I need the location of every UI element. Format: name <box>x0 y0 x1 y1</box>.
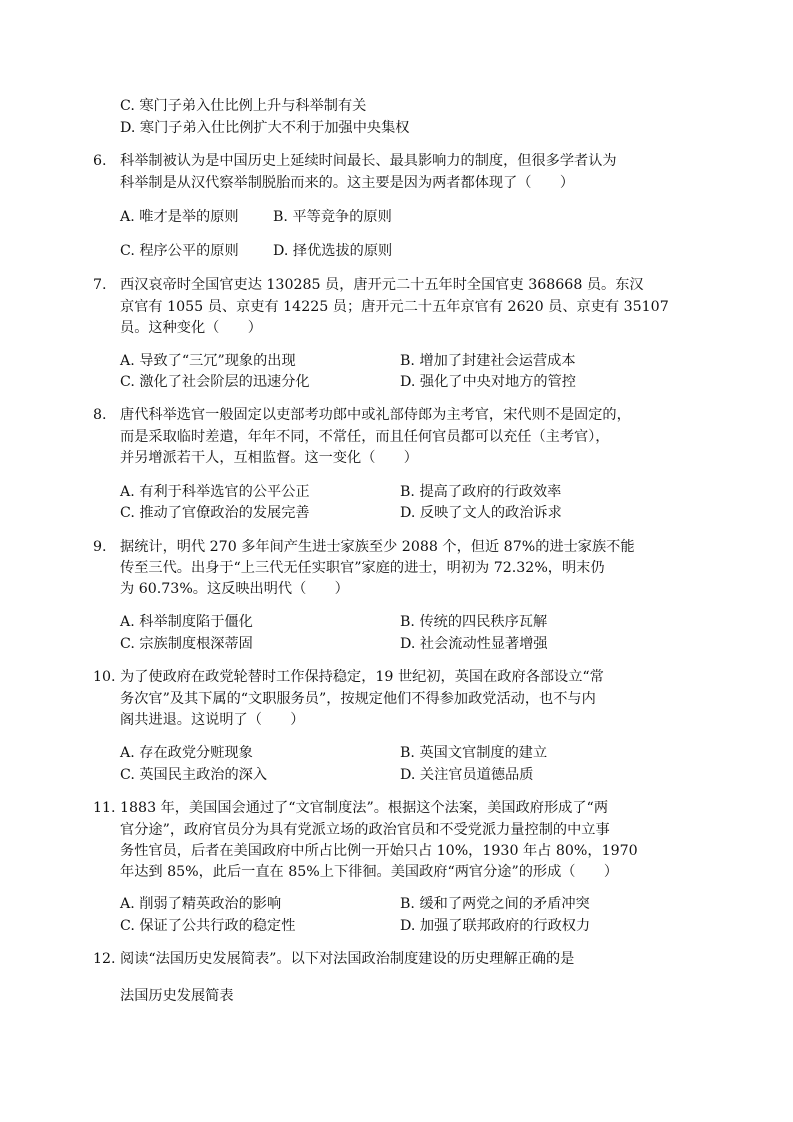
question-8-option-b: B. 提高了政府的行政效率 <box>400 484 562 500</box>
table-title: 法国历史发展简表 <box>120 988 234 1004</box>
question-7-option-d: D. 强化了中央对地方的管控 <box>400 374 576 390</box>
question-9-stem-line: 为 60.73%。这反映出明代（ ） <box>120 581 349 597</box>
question-8-number: 8. <box>93 407 107 423</box>
question-10-option-a: A. 存在政党分赃现象 <box>120 745 253 761</box>
question-10-option-b: B. 英国文官制度的建立 <box>400 745 548 761</box>
question-11-stem-line: 务性官员，后者在美国政府中所占比例一开始只占 10%，1930 年占 80%，1970 <box>120 843 638 859</box>
question-8-stem-line: 并另增派若干人，互相监督。这一变化（ ） <box>120 450 418 466</box>
question-11-stem-line: 年达到 85%，此后一直在 85%上下徘徊。美国政府“两官分途”的形成（ ） <box>120 864 619 880</box>
question-7-option-c: C. 激化了社会阶层的迅速分化 <box>120 374 310 390</box>
question-9-stem-line: 据统计，明代 270 多年间产生进士家族至少 2088 个，但近 87%的进士家族不能 <box>120 539 635 555</box>
question-6-option-b: B. 平等竞争的原则 <box>273 209 392 225</box>
question-11-option-d: D. 加强了联邦政府的行政权力 <box>400 918 591 934</box>
prev-option-d: D. 寒门子弟入仕比例扩大不利于加强中央集权 <box>120 120 410 136</box>
question-7-option-a: A. 导致了“三冗”现象的出现 <box>120 353 296 369</box>
question-8-stem-line: 唐代科举选官一般固定以吏部考功郎中或礼部侍郎为主考官，宋代则不是固定的， <box>120 407 631 423</box>
question-7-number: 7. <box>93 277 107 293</box>
question-8-option-d: D. 反映了文人的政治诉求 <box>400 505 562 521</box>
question-9-option-c: C. 宗族制度根深蒂固 <box>120 636 253 652</box>
question-8-option-c: C. 推动了官僚政治的发展完善 <box>120 505 310 521</box>
question-11-stem-line: 1883 年，美国国会通过了“文官制度法”。根据这个法案，美国政府形成了“两 <box>120 800 609 816</box>
question-6-stem-line: 科举制被认为是中国历史上延续时间最长、最具影响力的制度，但很多学者认为 <box>120 153 617 169</box>
question-7-stem-line: 京官有 1055 员、京吏有 14225 员；唐开元二十五年京官有 2620 员、京吏有 35107 <box>120 299 669 315</box>
question-6-option-a: A. 唯才是举的原则 <box>120 209 239 225</box>
question-10-option-c: C. 英国民主政治的深入 <box>120 767 268 783</box>
question-8-option-a: A. 有利于科举选官的公平公正 <box>120 484 310 500</box>
question-11-option-c: C. 保证了公共行政的稳定性 <box>120 918 296 934</box>
question-10-stem-line: 为了使政府在政党轮替时工作保持稳定，19 世纪初，英国在政府各部设立“常 <box>120 669 604 685</box>
question-9-number: 9. <box>93 539 107 555</box>
question-6-stem-line: 科举制是从汉代察举制脱胎而来的。这主要是因为两者都体现了（ ） <box>120 175 575 191</box>
question-11-option-b: B. 缓和了两党之间的矛盾冲突 <box>400 896 590 912</box>
question-8-stem-line: 而是采取临时差遣，年年不同，不常任，而且任何官员都可以充任（主考官）， <box>120 429 610 445</box>
question-7-stem-line: 西汉哀帝时全国官吏达 130285 员，唐开元二十五年时全国官吏 368668 员。东汉 <box>120 277 644 293</box>
question-11-option-a: A. 削弱了精英政治的影响 <box>120 896 282 912</box>
question-9-option-d: D. 社会流动性显著增强 <box>400 636 548 652</box>
question-10-stem-line: 务次官”及其下属的“文职服务员”，按规定他们不得参加政党活动，也不与内 <box>120 691 596 707</box>
question-11-stem-line: 官分途”，政府官员分为具有党派立场的政治官员和不受党派力量控制的中立事 <box>120 822 610 838</box>
question-10-number: 10. <box>93 669 116 685</box>
question-7-option-b: B. 增加了封建社会运营成本 <box>400 353 576 369</box>
question-6-option-d: D. 择优选拔的原则 <box>273 243 393 259</box>
question-6-number: 6. <box>93 153 107 169</box>
question-6-option-c: C. 程序公平的原则 <box>120 243 239 259</box>
question-11-number: 11. <box>93 800 116 816</box>
question-9-option-b: B. 传统的四民秩序瓦解 <box>400 614 548 630</box>
question-10-option-d: D. 关注官员道德品质 <box>400 767 534 783</box>
question-12-stem: 阅读“法国历史发展简表”。以下对法国政治制度建设的历史理解正确的是 <box>120 951 575 967</box>
question-12-number: 12. <box>93 951 116 967</box>
prev-option-c: C. 寒门子弟入仕比例上升与科举制有关 <box>120 98 367 114</box>
question-7-stem-line: 员。这种变化（ ） <box>120 320 262 336</box>
question-10-stem-line: 阁共进退。这说明了（ ） <box>120 712 305 728</box>
question-9-stem-line: 传至三代。出身于“上三代无任实职官”家庭的进士，明初为 72.32%，明末仍 <box>120 560 605 576</box>
question-9-option-a: A. 科举制度陷于僵化 <box>120 614 253 630</box>
